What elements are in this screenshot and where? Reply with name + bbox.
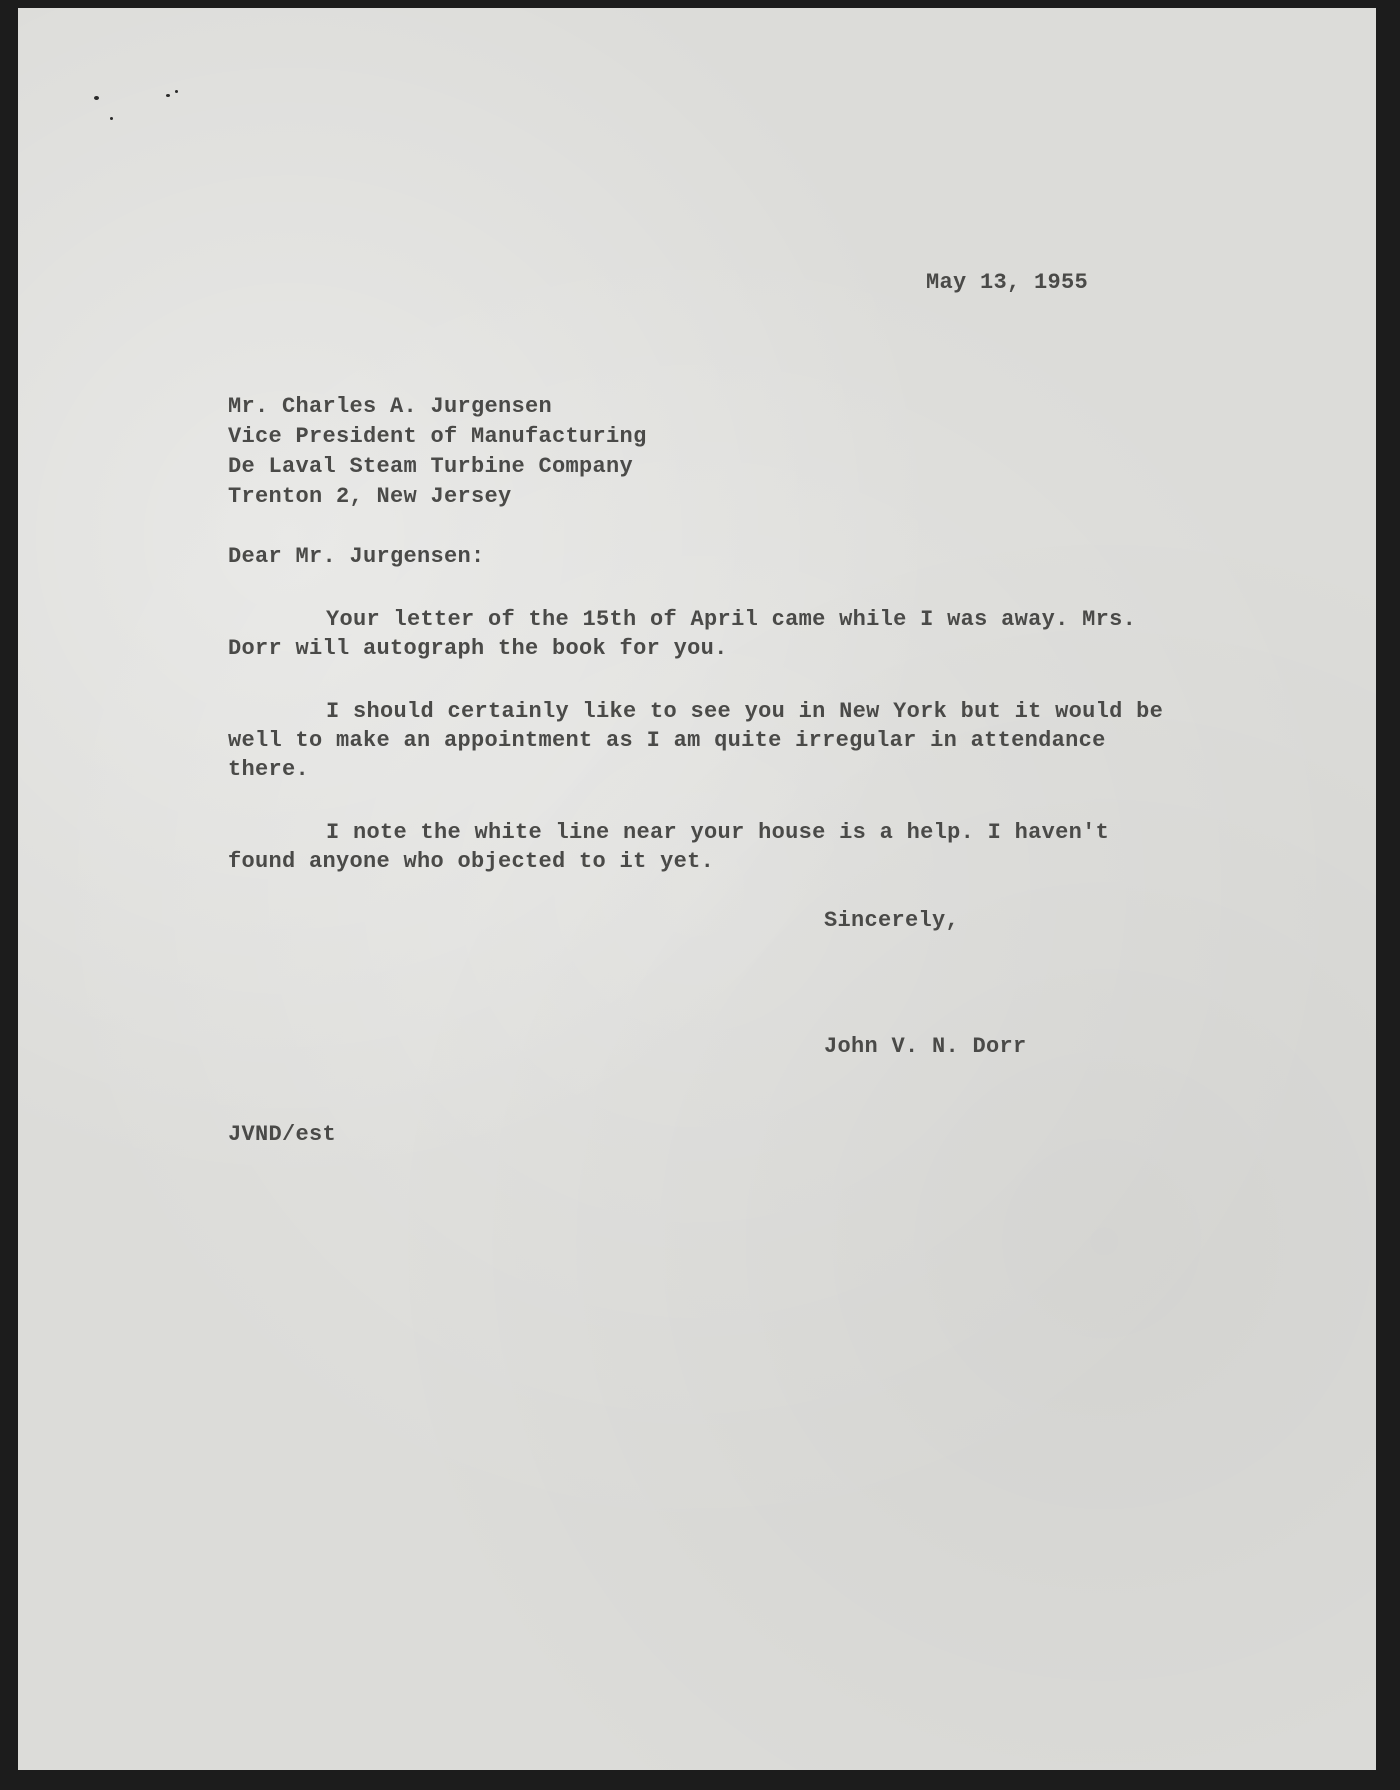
letter-page bbox=[18, 8, 1376, 1770]
recipient-city: Trenton 2, New Jersey bbox=[228, 484, 512, 509]
signature-name: John V. N. Dorr bbox=[824, 1034, 1027, 1059]
salutation: Dear Mr. Jurgensen: bbox=[228, 544, 485, 569]
paper-speck bbox=[166, 94, 170, 97]
paper-speck bbox=[94, 96, 99, 100]
body-paragraph: I note the white line near your house is a help. I haven't found anyone who objected to it yet. bbox=[228, 820, 1110, 874]
recipient-company: De Laval Steam Turbine Company bbox=[228, 454, 634, 479]
paper-speck bbox=[175, 90, 178, 93]
body-paragraph: Your letter of the 15th of April came while I was away. Mrs. Dorr will autograph the book for you. bbox=[228, 607, 1137, 661]
recipient-title: Vice President of Manufacturing bbox=[228, 424, 647, 449]
recipient-name: Mr. Charles A. Jurgensen bbox=[228, 394, 553, 419]
closing: Sincerely, bbox=[824, 908, 960, 933]
letter-date: May 13, 1955 bbox=[926, 270, 1089, 295]
recipient-address bbox=[228, 392, 647, 512]
body-paragraph: I should certainly like to see you in New York but it would be well to make an appointment as I am quite irregular in attendance there. bbox=[228, 699, 1164, 782]
reference-initials: JVND/est bbox=[228, 1122, 337, 1147]
paper-speck bbox=[110, 117, 113, 120]
